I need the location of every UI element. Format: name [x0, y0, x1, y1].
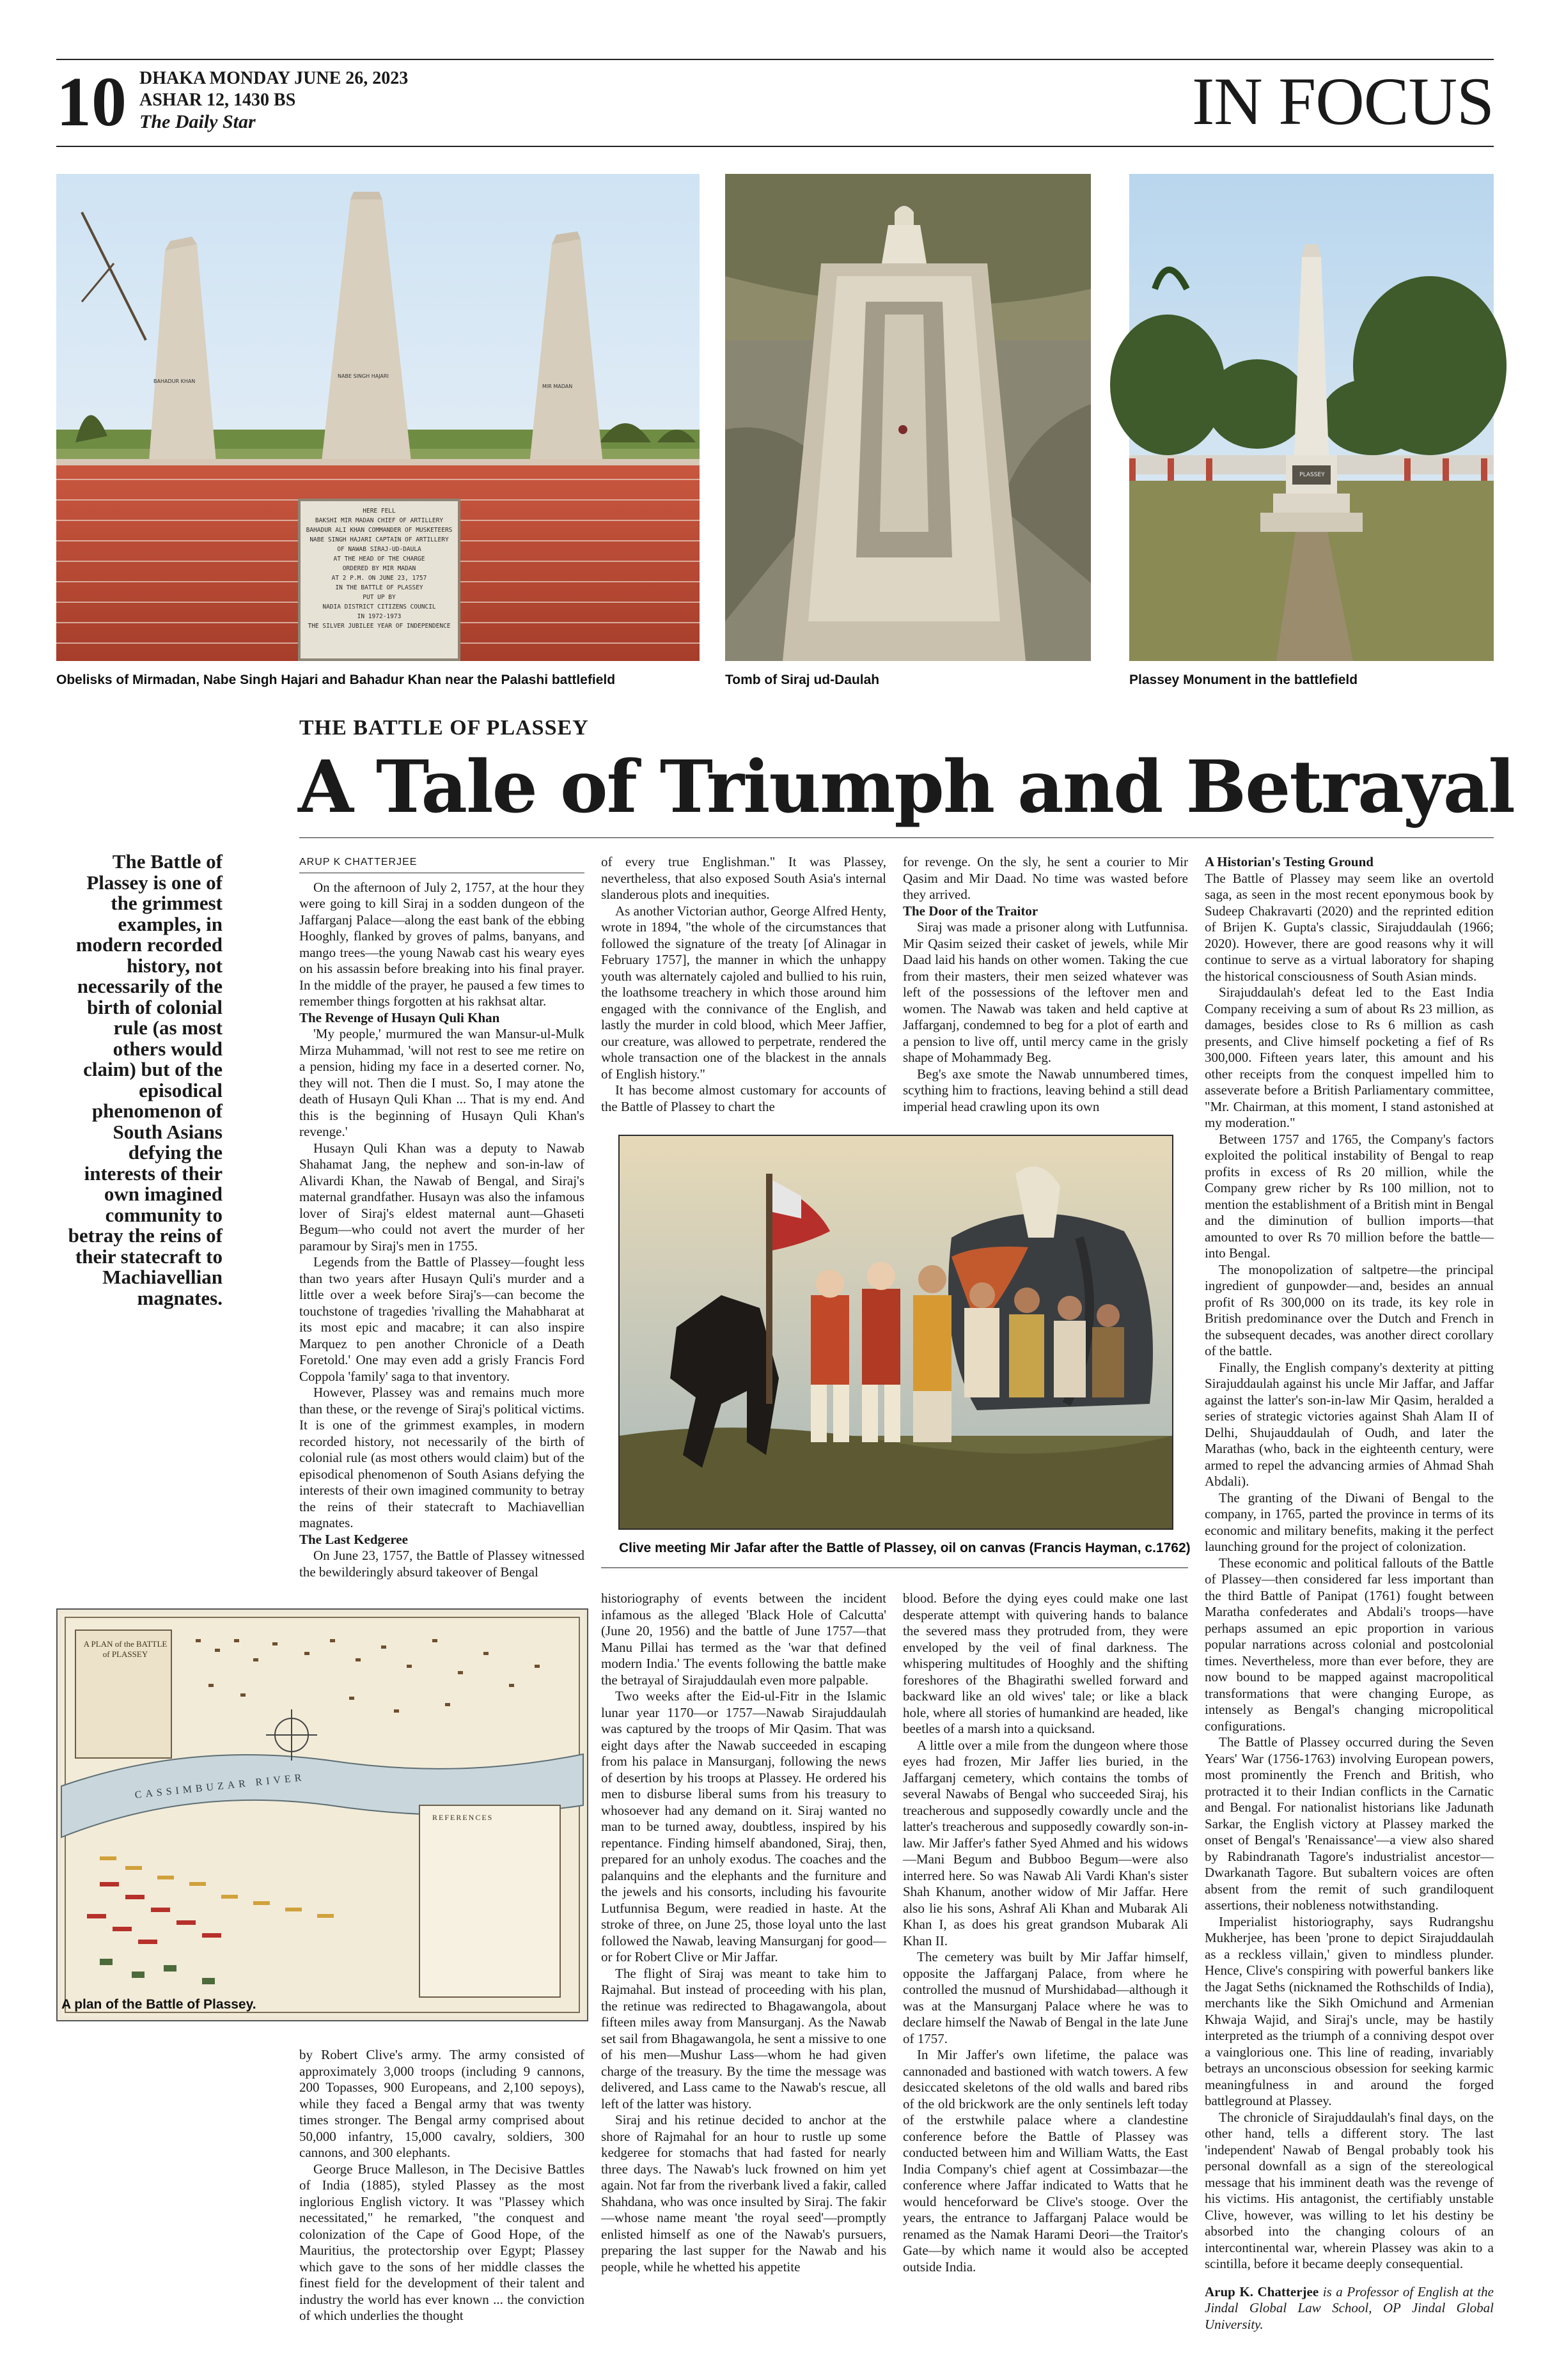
plaque-line: NADIA DISTRICT CITIZENS COUNCIL — [322, 603, 436, 611]
subheading: A Historian's Testing Ground — [1205, 854, 1374, 869]
column-2-body — [601, 854, 886, 1115]
map-references: REFERENCES — [432, 1813, 494, 1822]
paragraph: Beg's axe smote the Nawab unnumbered times, scything him to fractions, leaving behind a still dead imperial head crawling upon its own — [903, 1066, 1188, 1114]
plaque-line: BAHADUR ALI KHAN COMMANDER OF MUSKETEERS — [306, 527, 453, 534]
lower-column-2-body — [601, 1591, 886, 2275]
plaque-line: AT THE HEAD OF THE CHARGE — [333, 556, 425, 563]
article-column-4 — [1205, 854, 1494, 2366]
paragraph: It has become almost customary for accounts of the Battle of Plassey to chart the — [601, 1082, 886, 1114]
paragraph: Sirajuddaulah's defeat led to the East India Company receiving a sum of about Rs 23 million, as damages, besides close to Rs 6 million as cash presents, and Clive himself pocketing a fief of Rs 300,000. Fifteen years later, this amount and his other receipts from the conquest impelled him to asseverate before a British Parliamentary committee, "Mr. Chairman, at this moment, I stand astonished at my moderation." — [1205, 984, 1494, 1130]
paragraph: The granting of the Diwani of Bengal to the company, in 1765, parted the province in terms of its economic and military benefits, making it the perfect launching ground for the project of colonization. — [1205, 1489, 1494, 1554]
subheading: The Door of the Traitor — [903, 903, 1038, 919]
paragraph: On June 23, 1757, the Battle of Plassey witnessed the bewilderingly absurd takeover of Bengal — [299, 1548, 584, 1580]
paragraph: Husayn Quli Khan was a deputy to Nawab Shahamat Jang, the nephew and son-in-law of Alivardi Khan, the Nawab of Bengal, and Siraj's maternal grandfather. Husayn was also the infamous lover of Siraj's eldest maternal aunt—Ghaseti Begum—who could not avert the murder of her paramour by Siraj's men in 1755. — [299, 1140, 584, 1254]
map-caption: A plan of the Battle of Plassey. — [61, 1997, 256, 2012]
author-affiliation: is a Professor of English at the Jindal Global Law School, OP Jindal Global University. — [1205, 2283, 1494, 2332]
plaque-line: NABE SINGH HAJARI CAPTAIN OF ARTILLERY — [309, 536, 449, 543]
lower-column-2 — [601, 1591, 886, 2367]
map-title: A PLAN of the BATTLE of PLASSEY — [83, 1639, 168, 1659]
section-title: IN FOCUS — [1191, 64, 1494, 139]
plaque-line: IN 1972-1973 — [357, 613, 402, 620]
article-column-1 — [299, 854, 584, 1580]
paragraph: However, Plassey was and remains much more than these, or the revenge of Siraj's political victims. It is one of the grimmest examples, in modern recorded history, not necessarily of the birth of colonial rule (as most others would claim) but of the episodical phenomenon of South Asians defying the interests of their own imagined community to betray the reins of their statecraft to Machiavellian magnates. — [299, 1385, 584, 1530]
paragraph: 'My people,' murmured the wan Mansur-ul-Mulk Mirza Muhammad, 'will not rest to see me retire on a pension, hiding my face in a deserted corner. No, they will not. Then die I must. So, I may atone the death of Husayn Quli Khan ... That is my end. And this is the beginning of Husayn Quli Khan's revenge.' — [299, 1026, 584, 1139]
paragraph: The cemetery was built by Mir Jaffar himself, opposite the Jaffarganj Palace, from where he controlled the musnud of Murshidabad—although it was at the Mansurganj Palace where he was to declare himself the Nawab of Bengal in the late June of 1757. — [903, 1949, 1188, 2046]
paragraph: historiography of events between the incident infamous as the alleged 'Black Hole of Calcutta' (June 20, 1956) and the battle of June 1757—that Manu Pillai has termed as the 'war that defined modern India.' The events following the battle make the betrayal of Sirajuddaulah even more palpable. — [601, 1591, 886, 1688]
paragraph: The Battle of Plassey may seem like an overtold saga, as seen in the most recent eponymous book by Sudeep Chakravarti (2020) and the reprinted edition of Brijen K. Gupta's classic, Sirajuddaulah (1966; 2020). However, there are good reasons why it will continue to serve as a virtual laboratory for shaping the historical consciousness of South Asian minds. — [1205, 870, 1494, 984]
plaque-line: IN THE BATTLE OF PLASSEY — [335, 584, 423, 591]
paragraph: for revenge. On the sly, he sent a courier to Mir Qasim and Mir Daad. No time was wasted before they arrived. — [903, 854, 1188, 902]
obelisk-label-3: MIR MADAN — [542, 384, 573, 389]
lower-column-3 — [903, 1591, 1188, 2367]
obelisk-label-2: NABE SINGH HAJARI — [338, 373, 389, 379]
lower-column-1 — [299, 2047, 584, 2367]
plaque-line: THE SILVER JUBILEE YEAR OF INDEPENDENCE — [308, 623, 451, 630]
map-river-label: CASSIMBUZAR RIVER — [134, 1772, 306, 1801]
lower-column-1-body — [299, 2047, 584, 2324]
plaque-line: AT 2 P.M. ON JUNE 23, 1757 — [331, 575, 427, 582]
paragraph: Finally, the English company's dexterity at pitting Sirajuddaulah against his uncle Mir Jaffar, and Jaffar against the latter's son-in-law Mir Qasim, heralded a series of strategic victories against Shah Alam II of Delhi, Shujauddaulah of Oudh, and later the Marathas (who, back in the eighteenth century, were armed to repel the advancing armies of Ahmad Shah Abdali). — [1205, 1359, 1494, 1489]
column-1-body — [299, 880, 584, 1581]
plaque-line: BAKSHI MIR MADAN CHIEF OF ARTILLERY — [315, 517, 444, 524]
obelisk-label-1: BAHADUR KHAN — [153, 378, 196, 384]
tomb-photo — [725, 174, 1091, 661]
paragraph: by Robert Clive's army. The army consisted of approximately 3,000 troops (including 9 cannons, 200 Topasses, 900 Europeans, and 2,100 sepoys), while they faced a Bengal army that was twenty times stronger. The Bengal army comprised about 50,000 infantry, 15,000 cavalry, soldiers, 300 cannons, and 300 elephants. — [299, 2047, 584, 2160]
article-column-2 — [601, 854, 886, 1116]
bangla-date-line: ASHAR 12, 1430 BS — [139, 90, 296, 110]
paragraph: of every true Englishman." It was Plassey, nevertheless, that also exposed South Asia's internal slanderous plots and inequities. — [601, 854, 886, 902]
paragraph: Siraj and his retinue decided to anchor at the shore of Rajmahal for an hour to rustle up some kedgeree for stomachs that had fasted for nearly three days. The Nawab's luck frowned on him yet again. Not far from the riverbank lived a fakir, called Shahdana, who was once insulted by Siraj. The fakir—whose name meant 'the royal seed'—promptly enlisted himself as one of the Nawab's pursuers, preparing the last supper for the Nawab and his people, while he whetted his appetite — [601, 2112, 886, 2275]
paragraph: The flight of Siraj was meant to take him to Rajmahal. But instead of proceeding with his plan, the retinue was redirected to Bhagawangola, about fifteen miles away from Mansurganj. As the Nawab set sail from Bhagawangola, he sent a missive to one of his men—Mushur Lass—whom he had given charge of the treasury. By the time the message was delivered, and Lass came to the Nawab's rescue, all left of the latter was history. — [601, 1965, 886, 2112]
lower-column-3-body — [903, 1591, 1188, 2275]
paragraph: George Bruce Malleson, in The Decisive Battles of India (1885), styled Plassey as the most inglorious English victory. It was "Plassey which necessitated," he remarked, "the conquest and colonization of the Cape of Good Hope, of the Mauritius, the protectorship over Egypt; Plassey which gave to the sons of her middle classes the finest field for the development of their talent and industry the world has ever known ... the conviction of which underlies the thought — [299, 2161, 584, 2323]
paragraph: Imperialist historiography, says Rudrangshu Mukherjee, has been 'prone to depict Sirajuddaulah as a reckless villain,' given to mindless plunder. Hence, Clive's conspiring with powerful bankers like the Jagat Seths (nicknamed the Rothschilds of India), merchants like the Sikh Omichund and Armenian Khwaja Wajid, and Siraj's uncle, may be hastily interpreted as the triumph of a conniving despot over a vainglorious one. This line of reading, invariably betrays an unconscious obsession for seeking karmic meaningfulness in and around the forged battleground at Plassey. — [1205, 1913, 1494, 2108]
paragraph: These economic and political fallouts of the Battle of Plassey—then considered far less important than the third Battle of Panipat (1761) fought between Maratha confederates and Abdali's troops—have perhaps assumed an epic proportion in various popular narrations across colonial and postcolonial times. Nevertheless, more than ever before, they are now bound to be mapped against macropolitical transformations that were changing Europe, as intensely as Bengal's changing micropolitical configurations. — [1205, 1555, 1494, 1734]
obelisks-caption: Obelisks of Mirmadan, Nabe Singh Hajari and Bahadur Khan near the Palashi battlefield — [56, 673, 616, 687]
battle-map — [61, 1614, 583, 2016]
paragraph: On the afternoon of July 2, 1757, at the hour they were going to kill Siraj in a sodden dungeon of the Jaffarganj Palace—along the east bank of the ebbing Hooghly, flanked by groves of palms, banyans, and mango trees—the young Nawab cast his weary eyes on his assassin before breaking into his final prayer. In the middle of the prayer, he paused a few times to remember things forgotten at his rakhsat altar. — [299, 879, 584, 1009]
painting-photo — [619, 1135, 1173, 1529]
article-column-3 — [903, 854, 1188, 1116]
paragraph: The chronicle of Sirajuddaulah's final days, on the other hand, tells a different story. The last 'independent' Nawab of Bengal probably took his personal downfall as a sign of the stereological message that his imminent death was the revenge of his victims. His antagonist, the certifiably unstable Clive, however, was willing to let his destiny be absorbed into the changing colours of an intercontinental war, wherein Plassey was akin to a scintilla, before it became deeply consequential. — [1205, 2109, 1494, 2271]
paragraph: Two weeks after the Eid-ul-Fitr in the Islamic lunar year 1170—or 1757—Nawab Sirajuddaulah was captured by the troops of Mir Qasim. That was eight days after the Nawab succeeded in escaping from his palace in Mansurganj, following the news of desertion by his troops at Plassey. He ordered his men to disburse liberal sums from his treasury to whosoever had any demand on it. Siraj wanted no man to be turned away, doubtless, inspired by his repentance. Finding himself abandoned, Siraj, then, prepared for an unholy exodus. The coaches and the palanquins and the elephants and the furniture and the jewels and his consorts, including his favourite Lutfunnisa Begum, were readied in haste. At the stroke of three, on June 25, those loyal unto the last followed the Nawab, leaving Mansurganj for good—or for Robert Clive or Mir Jaffar. — [601, 1688, 886, 1964]
subheading: The Last Kedgeree — [299, 1531, 408, 1547]
paragraph: blood. Before the dying eyes could make one last desperate attempt with quivering hands to balance the severed mass they protruded from, they were enveloped by the veil of final darkness. The whispering multitudes of Hooghly and the shifting foreshores of the Bhagirathi swelled forward and backward like an old wives' tale; or like a black hole, where all stories of humankind are headed, like beetles of a marsh into a quicksand. — [903, 1591, 1188, 1736]
plaque-line: OF NAWAB SIRAJ-UD-DAULA — [337, 546, 421, 553]
newspaper-logo: The Daily Star — [139, 111, 256, 132]
monument-plaque-text: PLASSEY — [1299, 472, 1325, 478]
pull-quote: The Battle of Plassey is one of the grimmest examples, in modern recorded history, not necessarily of the birth of colonial rule (as most others would claim) but of the episodical phenomenon of South Asians defying the interests of their own imagined community to betray the reins of their statecraft to Machiavellian magnates. — [68, 850, 223, 1309]
paragraph: Between 1757 and 1765, the Company's factors exploited the political instability of Bengal to reap profits in excess of Rs 20 million, while the Company grew richer by Rs 100 million, not to mention the establishment of a British mint in Bengal and the diminution of bullion imports—that amounted to over Rs 70 million before the battle—into Bengal. — [1205, 1131, 1494, 1261]
memorial-plaque — [303, 506, 455, 631]
kicker: THE BATTLE OF PLASSEY — [299, 716, 589, 740]
page-number: 10 — [56, 63, 127, 141]
paragraph: A little over a mile from the dungeon where those eyes had frozen, Mir Jaffer lies buried, in the Jaffarganj cemetery, which contains the tombs of several Nawabs of Bengal who succeeded Siraj, his treacherous and supposedly cowardly uncle and the latter's treacherous and supposedly cowardly son-in-law. Mir Jaffer's father Syed Ahmed and his widows—Mani Begum and Bubboo Begum—were also interred here. So was Nawab Ali Vardi Khan's sister Shah Khanum, another widow of Mir Jaffar. Here also lie his sons, Ashraf Ali Khan and Mubarak Ali Khan I, as does his great grandson Mubarak Ali Khan II. — [903, 1737, 1188, 1948]
paragraph: The monopolization of saltpetre—the principal ingredient of gunpowder—and, besides an annual profit of Rs 300,000 on its trade, its key role in British predominance over the Dutch and French in the subsequent decades, was another direct corollary of the battle. — [1205, 1261, 1494, 1358]
paragraph: The Battle of Plassey occurred during the Seven Years' War (1756-1763) involving European powers, most prominently the French and British, who protracted it to their Indian conflicts in the Carnatic and Bengal. For nationalist historians like Jadunath Sarkar, the English victory at Plassey marked the onset of Bengal's 'Renaissance'—a view also shared by Rabindranath Tagore's industrialist ancestor—Dwarkanath Tagore. But subaltern voices are often absent from the remit of such grandiloquent assertions, their nobleness notwithstanding. — [1205, 1734, 1494, 1913]
plaque-line: ORDERED BY MIR MADAN — [342, 565, 416, 572]
paragraph: Siraj was made a prisoner along with Lutfunnisa. Mir Qasim seized their casket of jewels, while Mir Daad laid his hands on other women. Taking the cue from their masters, their men seized whatever was left of the possessions of the leftover men and women. The Nawab was taken and held captive at Jaffarganj, condemned to beg for a plot of earth and a pension to live off, until mercy came in the grisly shape of Mohammady Beg. — [903, 919, 1188, 1065]
date-line: DHAKA MONDAY JUNE 26, 2023 — [139, 68, 409, 88]
headline: A Tale of Triumph and Betrayal — [298, 745, 1514, 829]
paragraph: Legends from the Battle of Plassey—fought less than two years after Husayn Quli's murder and a little over a week before Siraj's—can become the touchstone of tragedies 'rivalling the Mahabharat at its most epic and macabre; it can also inspire Marquez to pen another Chronicle of a Death Foretold.' One may even add a grisly Francis Ford Coppola 'family' saga to that inventory. — [299, 1254, 584, 1384]
tomb-caption: Tomb of Siraj ud-Daulah — [725, 673, 880, 687]
column-3-body — [903, 854, 1188, 1115]
column-4-body — [1205, 854, 1494, 2273]
author-bio — [1205, 2284, 1494, 2333]
monument-photo — [1129, 174, 1494, 661]
painting-caption: Clive meeting Mir Jafar after the Battle of Plassey, oil on canvas (Francis Hayman, c.1762) — [619, 1541, 1191, 1555]
author-name: Arup K. Chatterjee — [1205, 2283, 1319, 2299]
subheading: The Revenge of Husayn Quli Khan — [299, 1009, 500, 1025]
byline: ARUP K CHATTERJEE — [299, 854, 584, 873]
plaque-line: HERE FELL — [363, 508, 396, 515]
plaque-line: PUT UP BY — [363, 594, 396, 601]
paragraph: In Mir Jaffer's own lifetime, the palace was cannonaded and bastioned with watch towers. A few desiccated skeletons of the old walls and bared ribs of the old brickwork are the only sentinels left today of the erstwhile palace where a clandestine conference before the Battle of Plassey was conducted between him and William Watts, the East India Company's chief agent at Cossimbazar—the conference where Jaffar indicated to Watts that he would henceforward be Clive's stooge. Over the years, the entrance to Jaffarganj Palace would be renamed as the Namak Harami Deori—the Traitor's Gate—by which name it would also be accepted outside India. — [903, 2047, 1188, 2275]
monument-caption: Plassey Monument in the battlefield — [1129, 673, 1358, 687]
paragraph: As another Victorian author, George Alfred Henty, wrote in 1894, "the whole of the circumstances that followed the signature of the treaty [of Alinagar in February 1757], the manner in which the unhappy youth was alternately cajoled and bullied to his ruin, the loathsome treachery in which those around him engaged with the connivance of the English, and lastly the murder in cold blood, which Meer Jaffier, our creature, was allowed to perpetrate, rendered the whole transaction one of the blackest in the annals of English history." — [601, 903, 886, 1082]
